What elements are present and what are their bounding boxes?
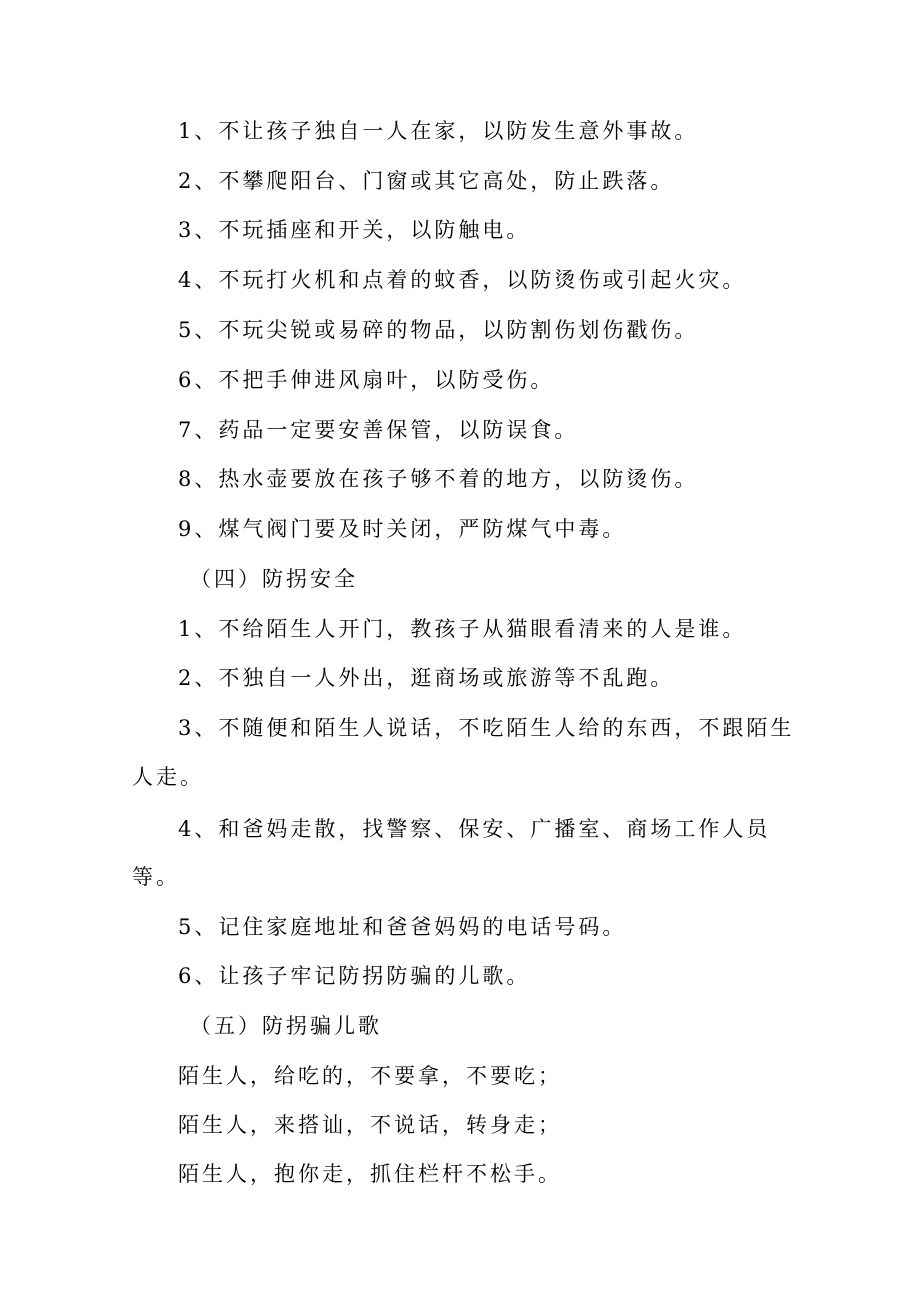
section-heading-4: （四）防拐安全 [190,567,358,591]
section-heading-5: （五）防拐骗儿歌 [190,1014,382,1038]
abduction-rule-2: 2、不独自一人外出，逛商场或旅游等不乱跑。 [178,666,675,690]
poem-line-1: 陌生人，给吃的，不要拿，不要吃； [178,1064,562,1088]
abduction-rule-4-cont: 等。 [132,865,180,889]
abduction-rule-4: 4、和爸妈走散，找警察、保安、广播室、商场工作人员 [178,817,771,841]
rule-5: 5、不玩尖锐或易碎的物品，以防割伤划伤戳伤。 [178,318,699,342]
rule-6: 6、不把手伸进风扇叶，以防受伤。 [178,368,555,392]
abduction-rule-3-cont: 人走。 [132,765,204,789]
abduction-rule-1: 1、不给陌生人开门，教孩子从猫眼看清来的人是谁。 [178,617,747,641]
rule-4: 4、不玩打火机和点着的蚊香，以防烫伤或引起火灾。 [178,268,747,292]
abduction-rule-3: 3、不随便和陌生人说话，不吃陌生人给的东西，不跟陌生 [178,716,795,740]
poem-line-2: 陌生人，来搭讪，不说话，转身走； [178,1113,562,1137]
rule-2: 2、不攀爬阳台、门窗或其它高处，防止跌落。 [178,169,675,193]
rule-9: 9、煤气阀门要及时关闭，严防煤气中毒。 [178,517,627,541]
rule-1: 1、不让孩子独自一人在家，以防发生意外事故。 [178,119,699,143]
rule-3: 3、不玩插座和开关，以防触电。 [178,218,531,242]
abduction-rule-5: 5、记住家庭地址和爸爸妈妈的电话号码。 [178,915,627,939]
poem-line-3: 陌生人，抱你走，抓住栏杆不松手。 [178,1162,562,1186]
rule-8: 8、热水壶要放在孩子够不着的地方，以防烫伤。 [178,467,699,491]
abduction-rule-6: 6、让孩子牢记防拐防骗的儿歌。 [178,964,531,988]
rule-7: 7、药品一定要安善保管，以防误食。 [178,418,579,442]
